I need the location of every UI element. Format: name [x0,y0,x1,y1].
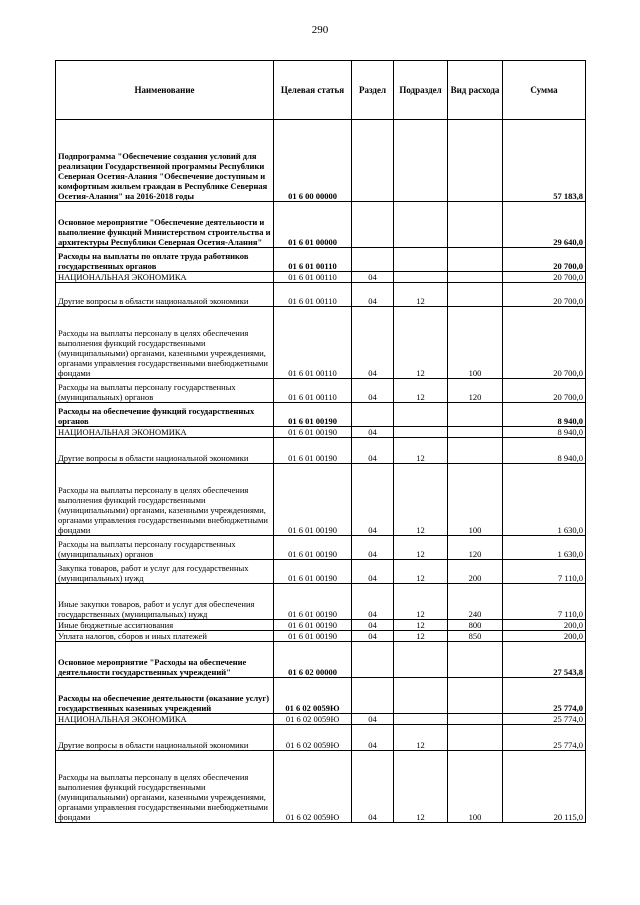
cell-expense-type: 240 [448,584,503,620]
table-body [56,120,586,823]
table-row [56,272,586,283]
cell-target: 01 6 01 00190 [274,560,352,584]
cell-amount: 8 940,0 [503,427,586,438]
cell-name: Уплата налогов, сборов и иных платежей [56,631,274,642]
cell-amount: 25 774,0 [503,678,586,714]
cell-name: Расходы на выплаты по оплате труда работников государственных органов [56,248,274,272]
cell-name: Расходы на выплаты персоналу в целях обеспечения выполнения функций государственными (муниципальными) органами, казенными учреждениями, органами управления государственными внебюджетными фондами [56,751,274,823]
cell-section: 04 [352,714,394,725]
cell-expense-type [448,248,503,272]
cell-expense-type [448,725,503,751]
cell-section: 04 [352,560,394,584]
cell-target: 01 6 01 00190 [274,427,352,438]
cell-name: НАЦИОНАЛЬНАЯ ЭКОНОМИКА [56,272,274,283]
cell-subsection: 12 [394,379,448,403]
cell-expense-type: 120 [448,536,503,560]
column-header-section: Раздел [352,61,394,120]
cell-name: НАЦИОНАЛЬНАЯ ЭКОНОМИКА [56,427,274,438]
column-header-amount: Сумма [503,61,586,120]
cell-amount: 20 700,0 [503,283,586,307]
table-row [56,403,586,427]
page-number: 290 [311,24,329,36]
cell-section: 04 [352,631,394,642]
cell-section: 04 [352,620,394,631]
cell-section: 04 [352,751,394,823]
cell-amount: 20 700,0 [503,248,586,272]
cell-expense-type [448,403,503,427]
cell-expense-type [448,642,503,678]
cell-subsection [394,403,448,427]
cell-section: 04 [352,272,394,283]
cell-section: 04 [352,438,394,464]
cell-subsection [394,678,448,714]
cell-name: Другие вопросы в области национальной экономики [56,438,274,464]
cell-subsection: 12 [394,631,448,642]
cell-name: Расходы на выплаты персоналу государственных (муниципальных) органов [56,536,274,560]
cell-section: 04 [352,725,394,751]
cell-name: Иные бюджетные ассигнования [56,620,274,631]
cell-amount: 27 543,8 [503,642,586,678]
table-row [56,438,586,464]
cell-target: 01 6 01 00190 [274,464,352,536]
table-row [56,464,586,536]
column-header-subsection: Подраздел [394,61,448,120]
cell-subsection: 12 [394,560,448,584]
cell-amount: 29 640,0 [503,202,586,248]
table-row [56,678,586,714]
cell-section: 04 [352,536,394,560]
cell-name: Расходы на выплаты персоналу государственных (муниципальных) органов [56,379,274,403]
cell-section [352,120,394,202]
table-row [56,642,586,678]
cell-section [352,248,394,272]
cell-section: 04 [352,464,394,536]
cell-target: 01 6 01 00110 [274,272,352,283]
cell-name: Расходы на выплаты персоналу в целях обеспечения выполнения функций государственными (муниципальными) органами, казенными учреждениями, органами управления государственными внебюджетными фондами [56,307,274,379]
cell-subsection: 12 [394,751,448,823]
cell-subsection [394,714,448,725]
cell-section [352,678,394,714]
cell-name: Закупка товаров, работ и услуг для государственных (муниципальных) нужд [56,560,274,584]
cell-target: 01 6 01 00000 [274,202,352,248]
table-row [56,620,586,631]
cell-amount: 8 940,0 [503,438,586,464]
cell-section: 04 [352,427,394,438]
table-row [56,379,586,403]
cell-subsection [394,642,448,678]
cell-amount: 200,0 [503,620,586,631]
cell-name: Другие вопросы в области национальной экономики [56,283,274,307]
cell-section [352,642,394,678]
table-row [56,714,586,725]
cell-expense-type [448,714,503,725]
cell-section: 04 [352,307,394,379]
cell-target: 01 6 02 00000 [274,642,352,678]
cell-subsection: 12 [394,307,448,379]
cell-name: НАЦИОНАЛЬНАЯ ЭКОНОМИКА [56,714,274,725]
cell-target: 01 6 02 0059Ю [274,725,352,751]
cell-expense-type [448,272,503,283]
cell-target: 01 6 01 00110 [274,248,352,272]
cell-subsection [394,120,448,202]
cell-expense-type: 100 [448,751,503,823]
cell-name: Расходы на выплаты персоналу в целях обеспечения выполнения функций государственными (муниципальными) органами, казенными учреждениями, органами управления государственными внебюджетными фондами [56,464,274,536]
cell-expense-type: 200 [448,560,503,584]
cell-target: 01 6 01 00110 [274,307,352,379]
cell-subsection: 12 [394,584,448,620]
cell-expense-type: 850 [448,631,503,642]
table-row [56,584,586,620]
cell-amount: 25 774,0 [503,714,586,725]
cell-section: 04 [352,584,394,620]
cell-subsection: 12 [394,438,448,464]
cell-name: Основное мероприятие "Обеспечение деятельности и выполнение функций Министерством строительства и архитектуры Республики Северная Осетия-Алания" [56,202,274,248]
table-row [56,120,586,202]
cell-expense-type: 100 [448,464,503,536]
cell-expense-type [448,120,503,202]
cell-section [352,403,394,427]
cell-amount: 8 940,0 [503,403,586,427]
cell-target: 01 6 02 0059Ю [274,678,352,714]
cell-section: 04 [352,283,394,307]
cell-amount: 20 700,0 [503,307,586,379]
cell-target: 01 6 01 00190 [274,403,352,427]
cell-target: 01 6 01 00190 [274,620,352,631]
table-row [56,725,586,751]
cell-expense-type [448,438,503,464]
table-row [56,631,586,642]
cell-target: 01 6 01 00190 [274,438,352,464]
cell-name: Другие вопросы в области национальной экономики [56,725,274,751]
table-row [56,202,586,248]
cell-target: 01 6 02 0059Ю [274,751,352,823]
cell-amount: 57 183,8 [503,120,586,202]
cell-amount: 7 110,0 [503,560,586,584]
table-row [56,283,586,307]
cell-name: Основное мероприятие "Расходы на обеспечение деятельности государственных учреждений" [56,642,274,678]
column-header-expense-type: Вид расхода [448,61,503,120]
table-row [56,751,586,823]
cell-expense-type [448,678,503,714]
table-row [56,560,586,584]
cell-expense-type: 800 [448,620,503,631]
cell-subsection: 12 [394,283,448,307]
cell-name: Подпрограмма "Обеспечение создания условий для реализации Государственной программы Республики Северная Осетия-Алания "Обеспечение доступным и комфортным жильем граждан в Республике Северная Осетия-Алания" на 2016-2018 годы [56,120,274,202]
cell-expense-type [448,283,503,307]
cell-name: Расходы на обеспечение деятельности (оказание услуг) государственных казенных учреждений [56,678,274,714]
cell-subsection [394,427,448,438]
cell-section [352,202,394,248]
cell-target: 01 6 02 0059Ю [274,714,352,725]
cell-expense-type [448,202,503,248]
cell-target: 01 6 01 00110 [274,283,352,307]
cell-target: 01 6 01 00190 [274,584,352,620]
cell-amount: 1 630,0 [503,536,586,560]
column-header-target: Целевая статья [274,61,352,120]
cell-name: Иные закупки товаров, работ и услуг для обеспечения государственных (муниципальных) нужд [56,584,274,620]
cell-expense-type [448,427,503,438]
cell-target: 01 6 00 00000 [274,120,352,202]
table-header-row [56,61,586,120]
cell-amount: 200,0 [503,631,586,642]
table-row [56,248,586,272]
cell-subsection: 12 [394,536,448,560]
cell-subsection [394,248,448,272]
cell-target: 01 6 01 00190 [274,536,352,560]
column-header-name: Наименование [56,61,274,120]
cell-amount: 20 700,0 [503,379,586,403]
cell-subsection: 12 [394,725,448,751]
table-row [56,536,586,560]
cell-target: 01 6 01 00110 [274,379,352,403]
cell-section: 04 [352,379,394,403]
cell-target: 01 6 01 00190 [274,631,352,642]
table-row [56,427,586,438]
cell-name: Расходы на обеспечение функций государственных органов [56,403,274,427]
table-row [56,307,586,379]
cell-amount: 25 774,0 [503,725,586,751]
cell-subsection: 12 [394,464,448,536]
cell-subsection [394,202,448,248]
cell-amount: 7 110,0 [503,584,586,620]
budget-table [55,60,586,823]
cell-amount: 20 700,0 [503,272,586,283]
cell-expense-type: 120 [448,379,503,403]
cell-subsection: 12 [394,620,448,631]
cell-amount: 1 630,0 [503,464,586,536]
cell-amount: 20 115,0 [503,751,586,823]
cell-subsection [394,272,448,283]
cell-expense-type: 100 [448,307,503,379]
